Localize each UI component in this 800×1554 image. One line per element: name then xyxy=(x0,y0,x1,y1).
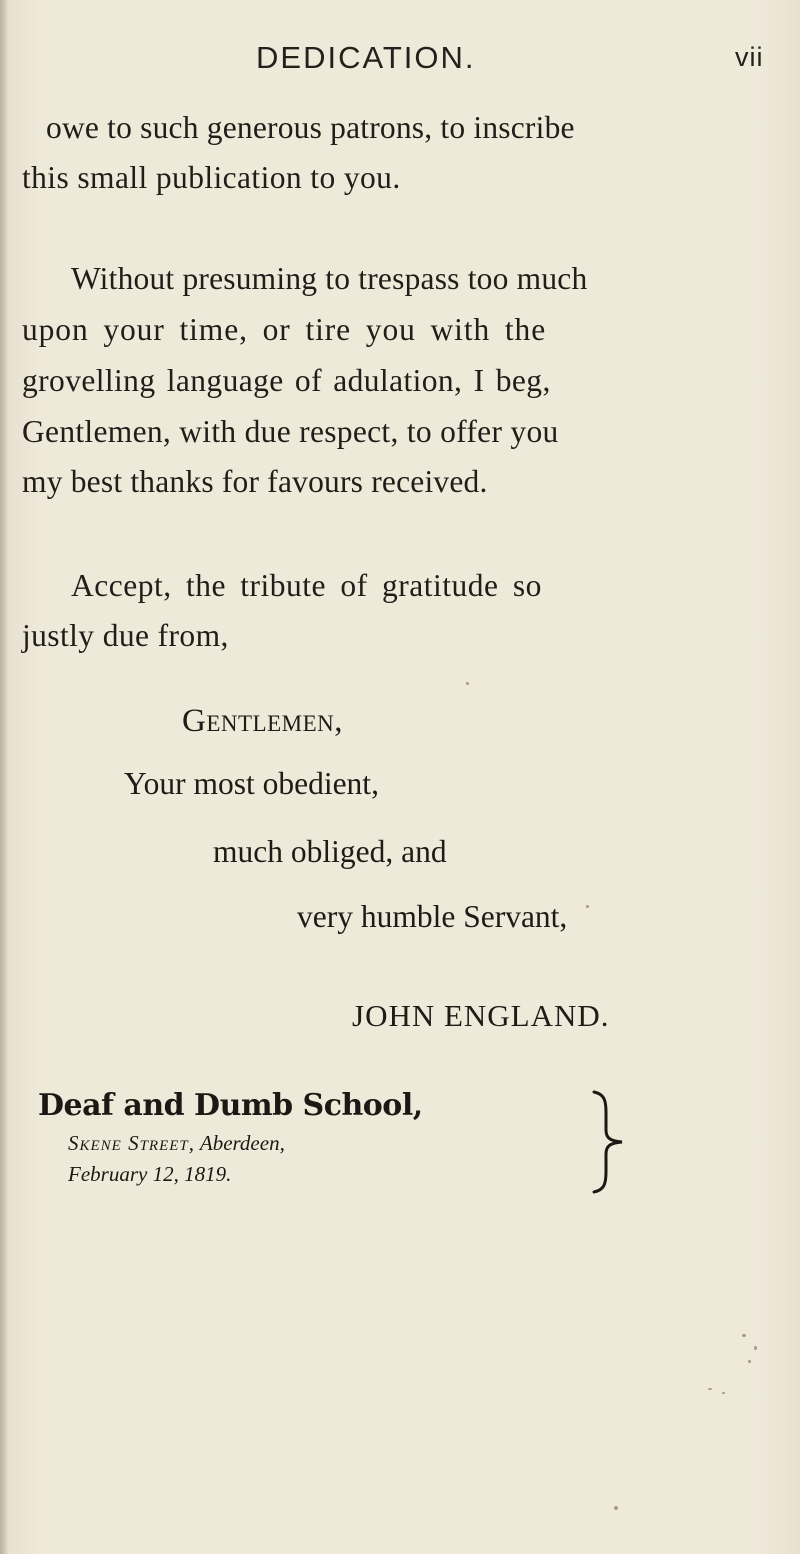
paper-speck xyxy=(722,1392,725,1394)
text-line: Without presuming to trespass too much xyxy=(71,261,588,296)
text-line: Gentlemen, with due respect, to offer you xyxy=(22,414,559,449)
paper-speck xyxy=(708,1388,712,1390)
paper-speck xyxy=(754,1346,757,1350)
text-line: my best thanks for favours received. xyxy=(22,464,488,499)
running-head-title: DEDICATION. xyxy=(256,40,476,75)
address-street-line xyxy=(68,1131,285,1156)
closing-salutation: Gentlemen, xyxy=(182,703,343,739)
text-line: justly due from, xyxy=(22,618,229,653)
closing-line-2: much obliged, and xyxy=(213,834,447,869)
paper-speck xyxy=(614,1506,618,1510)
page-edge-shadow xyxy=(0,0,8,1554)
signature: JOHN ENGLAND. xyxy=(352,998,610,1033)
paper-speck xyxy=(742,1334,746,1337)
paper-speck xyxy=(748,1360,751,1363)
address-street: Skene Street, xyxy=(68,1131,196,1155)
page-number: vii xyxy=(735,42,764,72)
paper-speck xyxy=(586,905,589,908)
text-line: grovelling language of adulation, I beg, xyxy=(22,363,551,398)
text-line: this small publication to you. xyxy=(22,160,401,195)
text-line: owe to such generous patrons, to inscribe xyxy=(46,110,575,145)
text-line: Accept, the tribute of gratitude so xyxy=(71,568,542,603)
right-brace-icon xyxy=(588,1090,632,1194)
running-head xyxy=(0,40,800,90)
closing-line-3: very humble Servant, xyxy=(297,899,568,934)
address-school: Deaf and Dumb School, xyxy=(38,1088,423,1123)
address-block xyxy=(30,1088,790,1208)
closing-line-1: Your most obedient, xyxy=(124,766,379,801)
address-date: February 12, 1819. xyxy=(68,1162,232,1186)
address-city: Aberdeen, xyxy=(199,1131,285,1155)
paper-speck xyxy=(466,682,469,685)
text-line: upon your time, or tire you with the xyxy=(22,312,547,347)
